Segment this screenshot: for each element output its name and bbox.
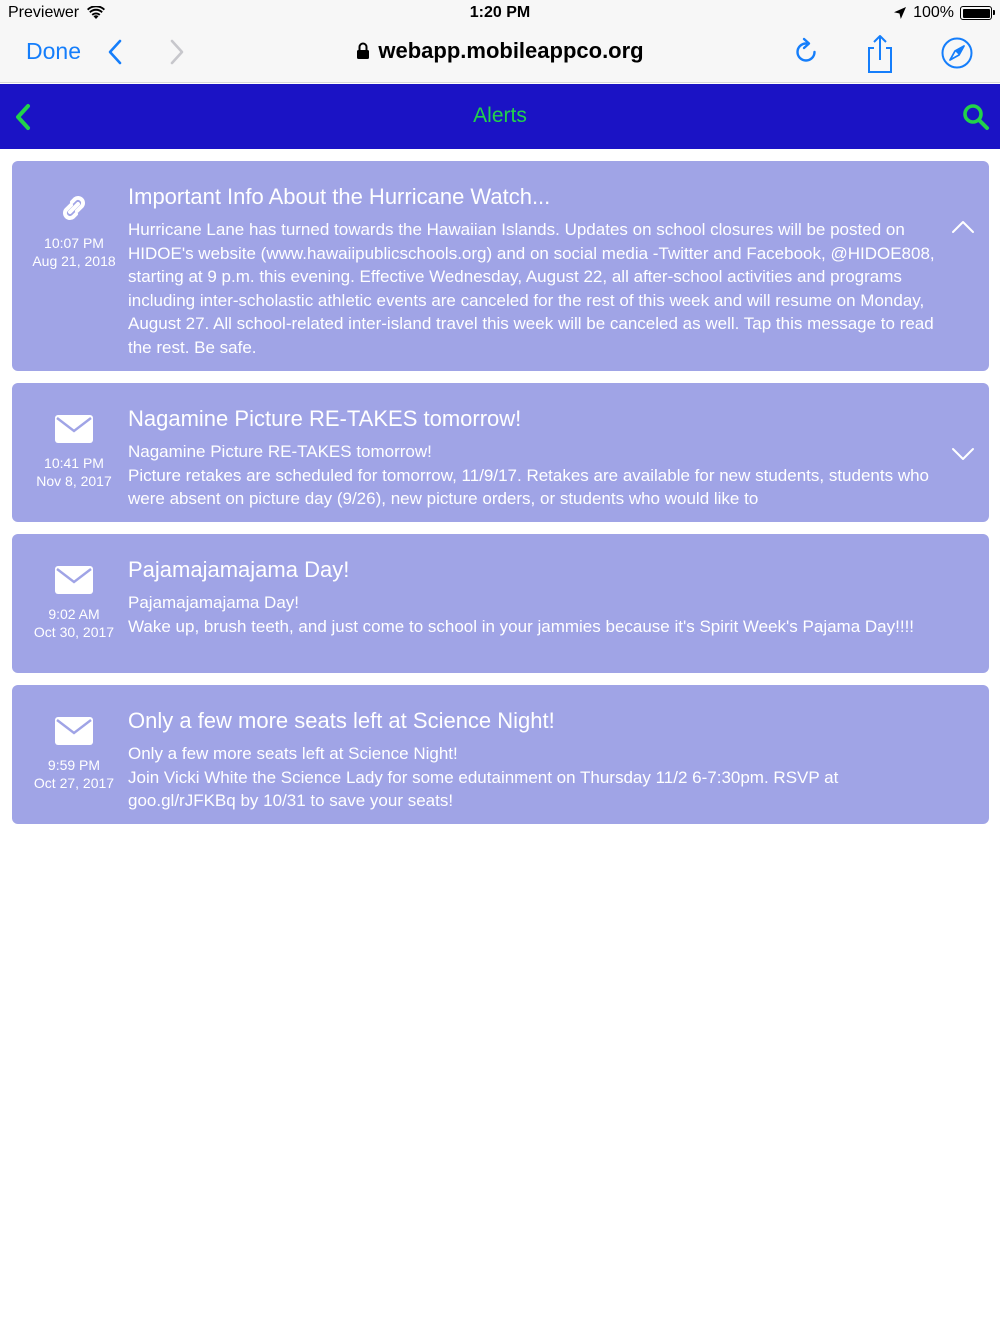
page-title: Alerts (473, 104, 527, 127)
alert-meta (12, 534, 136, 641)
status-time: 1:20 PM (469, 4, 531, 21)
carrier-label: Previewer (8, 4, 80, 21)
envelope-icon (54, 413, 94, 450)
reload-icon[interactable] (792, 34, 820, 75)
alert-meta (12, 383, 136, 490)
alert-card[interactable] (12, 534, 989, 673)
alert-body: Wake up, brush teeth, and just come to school in your jammies because it's Spirit Week's Pajama Day!!!! (128, 616, 915, 636)
alert-content (128, 161, 989, 369)
alert-content (128, 534, 989, 648)
search-icon[interactable] (962, 102, 990, 137)
battery-icon (960, 6, 992, 20)
alert-card[interactable] (12, 383, 989, 522)
alert-body: Join Vicki White the Science Lady for some edutainment on Thursday 11/2 6-7:30pm. RSVP at goo.gl/rJFKBq by 10/31 to save your seats! (128, 767, 839, 810)
alert-date: Aug 21, 2018 (32, 253, 116, 269)
alert-time: 9:02 AM (48, 606, 100, 622)
alert-content (128, 685, 989, 823)
share-icon[interactable] (864, 34, 896, 79)
alert-time: 9:59 PM (47, 757, 101, 773)
alert-time: 10:41 PM (44, 455, 104, 471)
alert-body: Hurricane Lane has turned towards the Hawaiian Islands. Updates on school closures will be posted on HIDOE's website (www.hawaiipublicschools.org) and on social media -Twitter and Facebook, @HIDOE808, starting at 9 p.m. this evening. Effective Wednesday, August 22, all after-school activities and programs including inter-scholastic athletic events are canceled for the rest of this week and will resume on Monday, August 27. All school-related inter-island travel this week will be canceled as well. Tap this message to read the rest. Be safe. (128, 220, 935, 357)
status-right (893, 4, 992, 22)
alert-card[interactable] (12, 685, 989, 824)
alert-card[interactable] (12, 161, 989, 371)
envelope-icon (54, 715, 94, 752)
alert-time: 10:07 PM (44, 235, 104, 251)
alert-date: Nov 8, 2017 (36, 473, 112, 489)
alert-body-first-line: Nagamine Picture RE-TAKES tomorrow! (128, 442, 432, 461)
chevron-down-icon[interactable] (951, 446, 975, 467)
alert-body: Picture retakes are scheduled for tomorrow, 11/9/17. Retakes are available for new students, students who were absent on picture day (9/26), new picture orders, or students who would like to (128, 465, 930, 508)
location-arrow-icon (893, 6, 907, 20)
address-bar[interactable] (0, 38, 1000, 64)
link-icon (54, 191, 94, 230)
alert-title: Important Info About the Hurricane Watch... (128, 184, 551, 209)
compass-icon[interactable] (940, 34, 974, 77)
alert-title: Only a few more seats left at Science Night! (128, 708, 555, 733)
url-text: webapp.mobileappco.org (378, 38, 644, 63)
alert-body-first-line: Pajamajamajama Day! (128, 593, 300, 612)
alert-body-first-line: Only a few more seats left at Science Night! (128, 744, 458, 763)
chevron-up-icon[interactable] (951, 219, 975, 240)
browser-toolbar (0, 28, 1000, 83)
alert-date: Oct 27, 2017 (33, 775, 115, 791)
alert-date: Oct 30, 2017 (33, 624, 115, 640)
app-header (0, 84, 1000, 149)
alert-content (128, 383, 989, 521)
alert-meta (12, 161, 136, 270)
alert-title: Nagamine Picture RE-TAKES tomorrow! (128, 406, 522, 431)
alert-title: Pajamajamajama Day! (128, 557, 350, 582)
envelope-icon (54, 564, 94, 601)
done-button[interactable]: Done (26, 38, 81, 64)
lock-icon (356, 42, 370, 60)
battery-percent: 100% (913, 4, 954, 21)
status-bar (0, 0, 1000, 28)
alerts-list (12, 161, 989, 836)
alert-meta (12, 685, 136, 792)
